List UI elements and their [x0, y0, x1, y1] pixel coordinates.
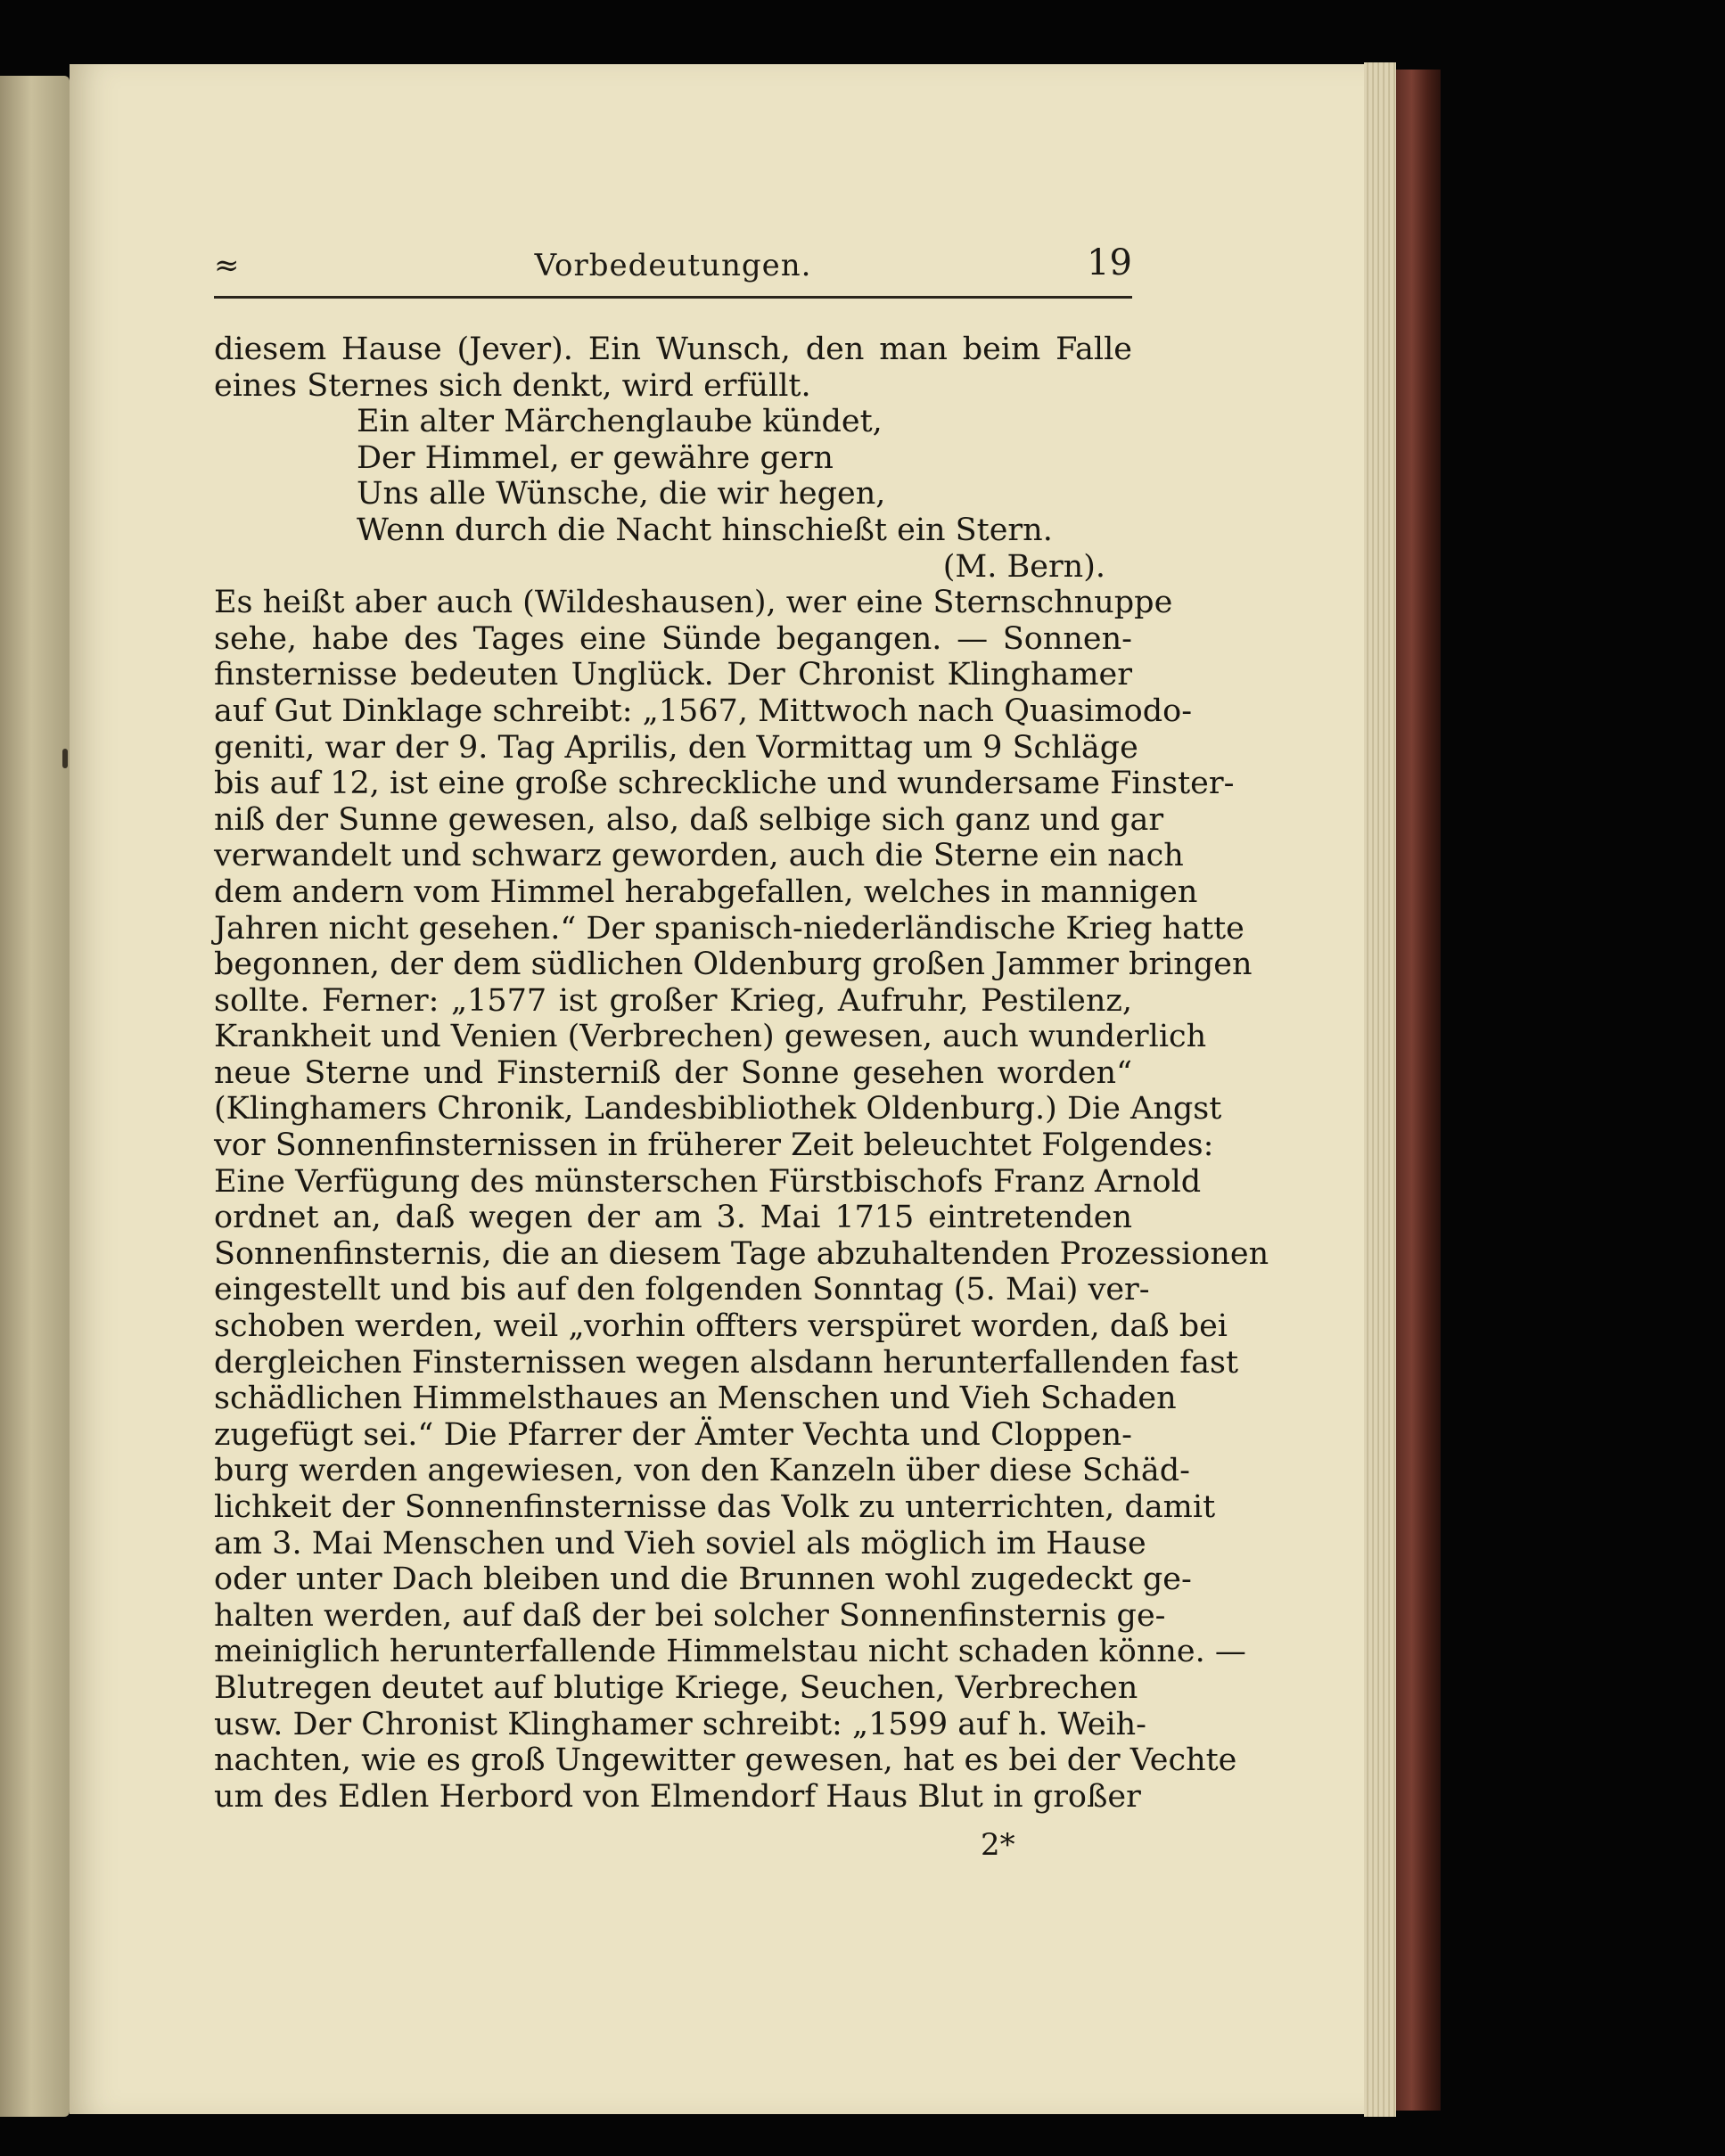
- text-line: niß der Sunne gewesen, also, daß selbige sich ganz und gar: [214, 801, 1164, 838]
- paper-blemish: [62, 749, 68, 768]
- text-line: lichkeit der Sonnenfinsternisse das Volk zu unterrichten, damit: [214, 1489, 1216, 1525]
- text-line: schädlichen Himmelsthaues an Menschen und Vieh Schaden: [214, 1381, 1177, 1417]
- text-line: Blutregen deutet auf blutige Kriege, Seuchen, Verbrechen: [214, 1669, 1138, 1706]
- text-line: Krankheit und Venien (Verbrechen) gewesen, auch wunderlich: [214, 1019, 1207, 1055]
- header-rule: [214, 296, 1132, 299]
- text-line: meiniglich herunterfallende Himmelstau nicht schaden könne. —: [214, 1634, 1246, 1670]
- verse-line: Ein alter Märchenglaube kündet,: [357, 404, 883, 440]
- book-cover-edge: [1396, 70, 1441, 2111]
- signature-mark: 2*: [981, 1827, 1015, 1863]
- text-line: Es heißt aber auch (Wildeshausen), wer eine Sternschnuppe: [214, 585, 1173, 621]
- verse-line: Der Himmel, er gewähre gern: [357, 439, 834, 476]
- text-line: zugefügt sei.“ Die Pfarrer der Ämter Vechta und Cloppen-: [214, 1416, 1132, 1453]
- text-line: bis auf 12, ist eine große schreckliche und wundersame Finster-: [214, 766, 1235, 802]
- text-line: Jahren nicht gesehen.“ Der spanisch-niederländische Krieg hatte: [214, 910, 1244, 947]
- text-line: vor Sonnenfinsternissen in früherer Zeit beleuchtet Folgendes:: [214, 1127, 1214, 1164]
- facing-page-edge: [0, 76, 70, 2117]
- text-line: usw. Der Chronist Klinghamer schreibt: „1599 auf h. Weih-: [214, 1706, 1146, 1742]
- text-line: um des Edlen Herbord von Elmendorf Haus Blut in großer: [214, 1778, 1141, 1815]
- text-line: dergleichen Finsternissen wegen alsdann herunterfallenden fast: [214, 1344, 1239, 1381]
- text-line: finsternisse bedeuten Unglück. Der Chronist Klinghamer: [214, 657, 1132, 693]
- text-line: sollte. Ferner: „1577 ist großer Krieg, Aufruhr, Pestilenz,: [214, 982, 1132, 1019]
- page-number: 19: [1087, 242, 1132, 283]
- verse-line: Wenn durch die Nacht hinschießt ein Stern.: [357, 512, 1053, 548]
- text-line: burg werden angewiesen, von den Kanzeln über diese Schäd-: [214, 1453, 1190, 1489]
- text-line: eines Sternes sich denkt, wird erfüllt.: [214, 367, 811, 404]
- text-line: halten werden, auf daß der bei solcher Sonnenfinsternis ge-: [214, 1597, 1166, 1634]
- text-line: eingestellt und bis auf den folgenden Sonntag (5. Mai) ver-: [214, 1272, 1150, 1308]
- running-title: Vorbedeutungen.: [534, 248, 812, 283]
- text-line: schoben werden, weil „vorhin offters verspüret worden, daß bei: [214, 1308, 1228, 1345]
- text-line: nachten, wie es groß Ungewitter gewesen, hat es bei der Vechte: [214, 1742, 1237, 1779]
- text-line: sehe, habe des Tages eine Sünde begangen. — Sonnen-: [214, 620, 1132, 657]
- running-header: [214, 242, 1132, 296]
- text-line: Eine Verfügung des münsterschen Fürstbischofs Franz Arnold: [214, 1163, 1202, 1200]
- text-line: am 3. Mai Menschen und Vieh soviel als möglich im Hause: [214, 1525, 1146, 1562]
- verse-line: Uns alle Wünsche, die wir hegen,: [357, 476, 886, 512]
- verse-attribution: (M. Bern).: [942, 548, 1105, 585]
- text-line: Sonnenfinsternis, die an diesem Tage abzuhaltenden Prozessionen: [214, 1235, 1269, 1272]
- text-line: oder unter Dach bleiben und die Brunnen wohl zugedeckt ge-: [214, 1562, 1192, 1598]
- header-ornament: ≈: [214, 248, 240, 283]
- text-line: ordnet an, daß wegen der am 3. Mai 1715 eintretenden: [214, 1200, 1132, 1236]
- page-block-edge: [1364, 62, 1396, 2117]
- text-line: neue Sterne und Finsterniß der Sonne gesehen worden“: [214, 1054, 1132, 1091]
- text-line: begonnen, der dem südlichen Oldenburg großen Jammer bringen: [214, 947, 1253, 983]
- text-line: (Klinghamers Chronik, Landesbibliothek Oldenburg.) Die Angst: [214, 1091, 1222, 1127]
- text-line: dem andern vom Himmel herabgefallen, welches in mannigen: [214, 873, 1198, 910]
- text-line: auf Gut Dinklage schreibt: „1567, Mittwoch nach Quasimodo-: [214, 693, 1193, 729]
- text-line: verwandelt und schwarz geworden, auch die Sterne ein nach: [214, 838, 1184, 874]
- text-line: diesem Hause (Jever). Ein Wunsch, den man beim Falle: [214, 332, 1132, 367]
- text-line: geniti, war der 9. Tag Aprilis, den Vormittag um 9 Schläge: [214, 729, 1138, 766]
- body-text: [214, 332, 1269, 1815]
